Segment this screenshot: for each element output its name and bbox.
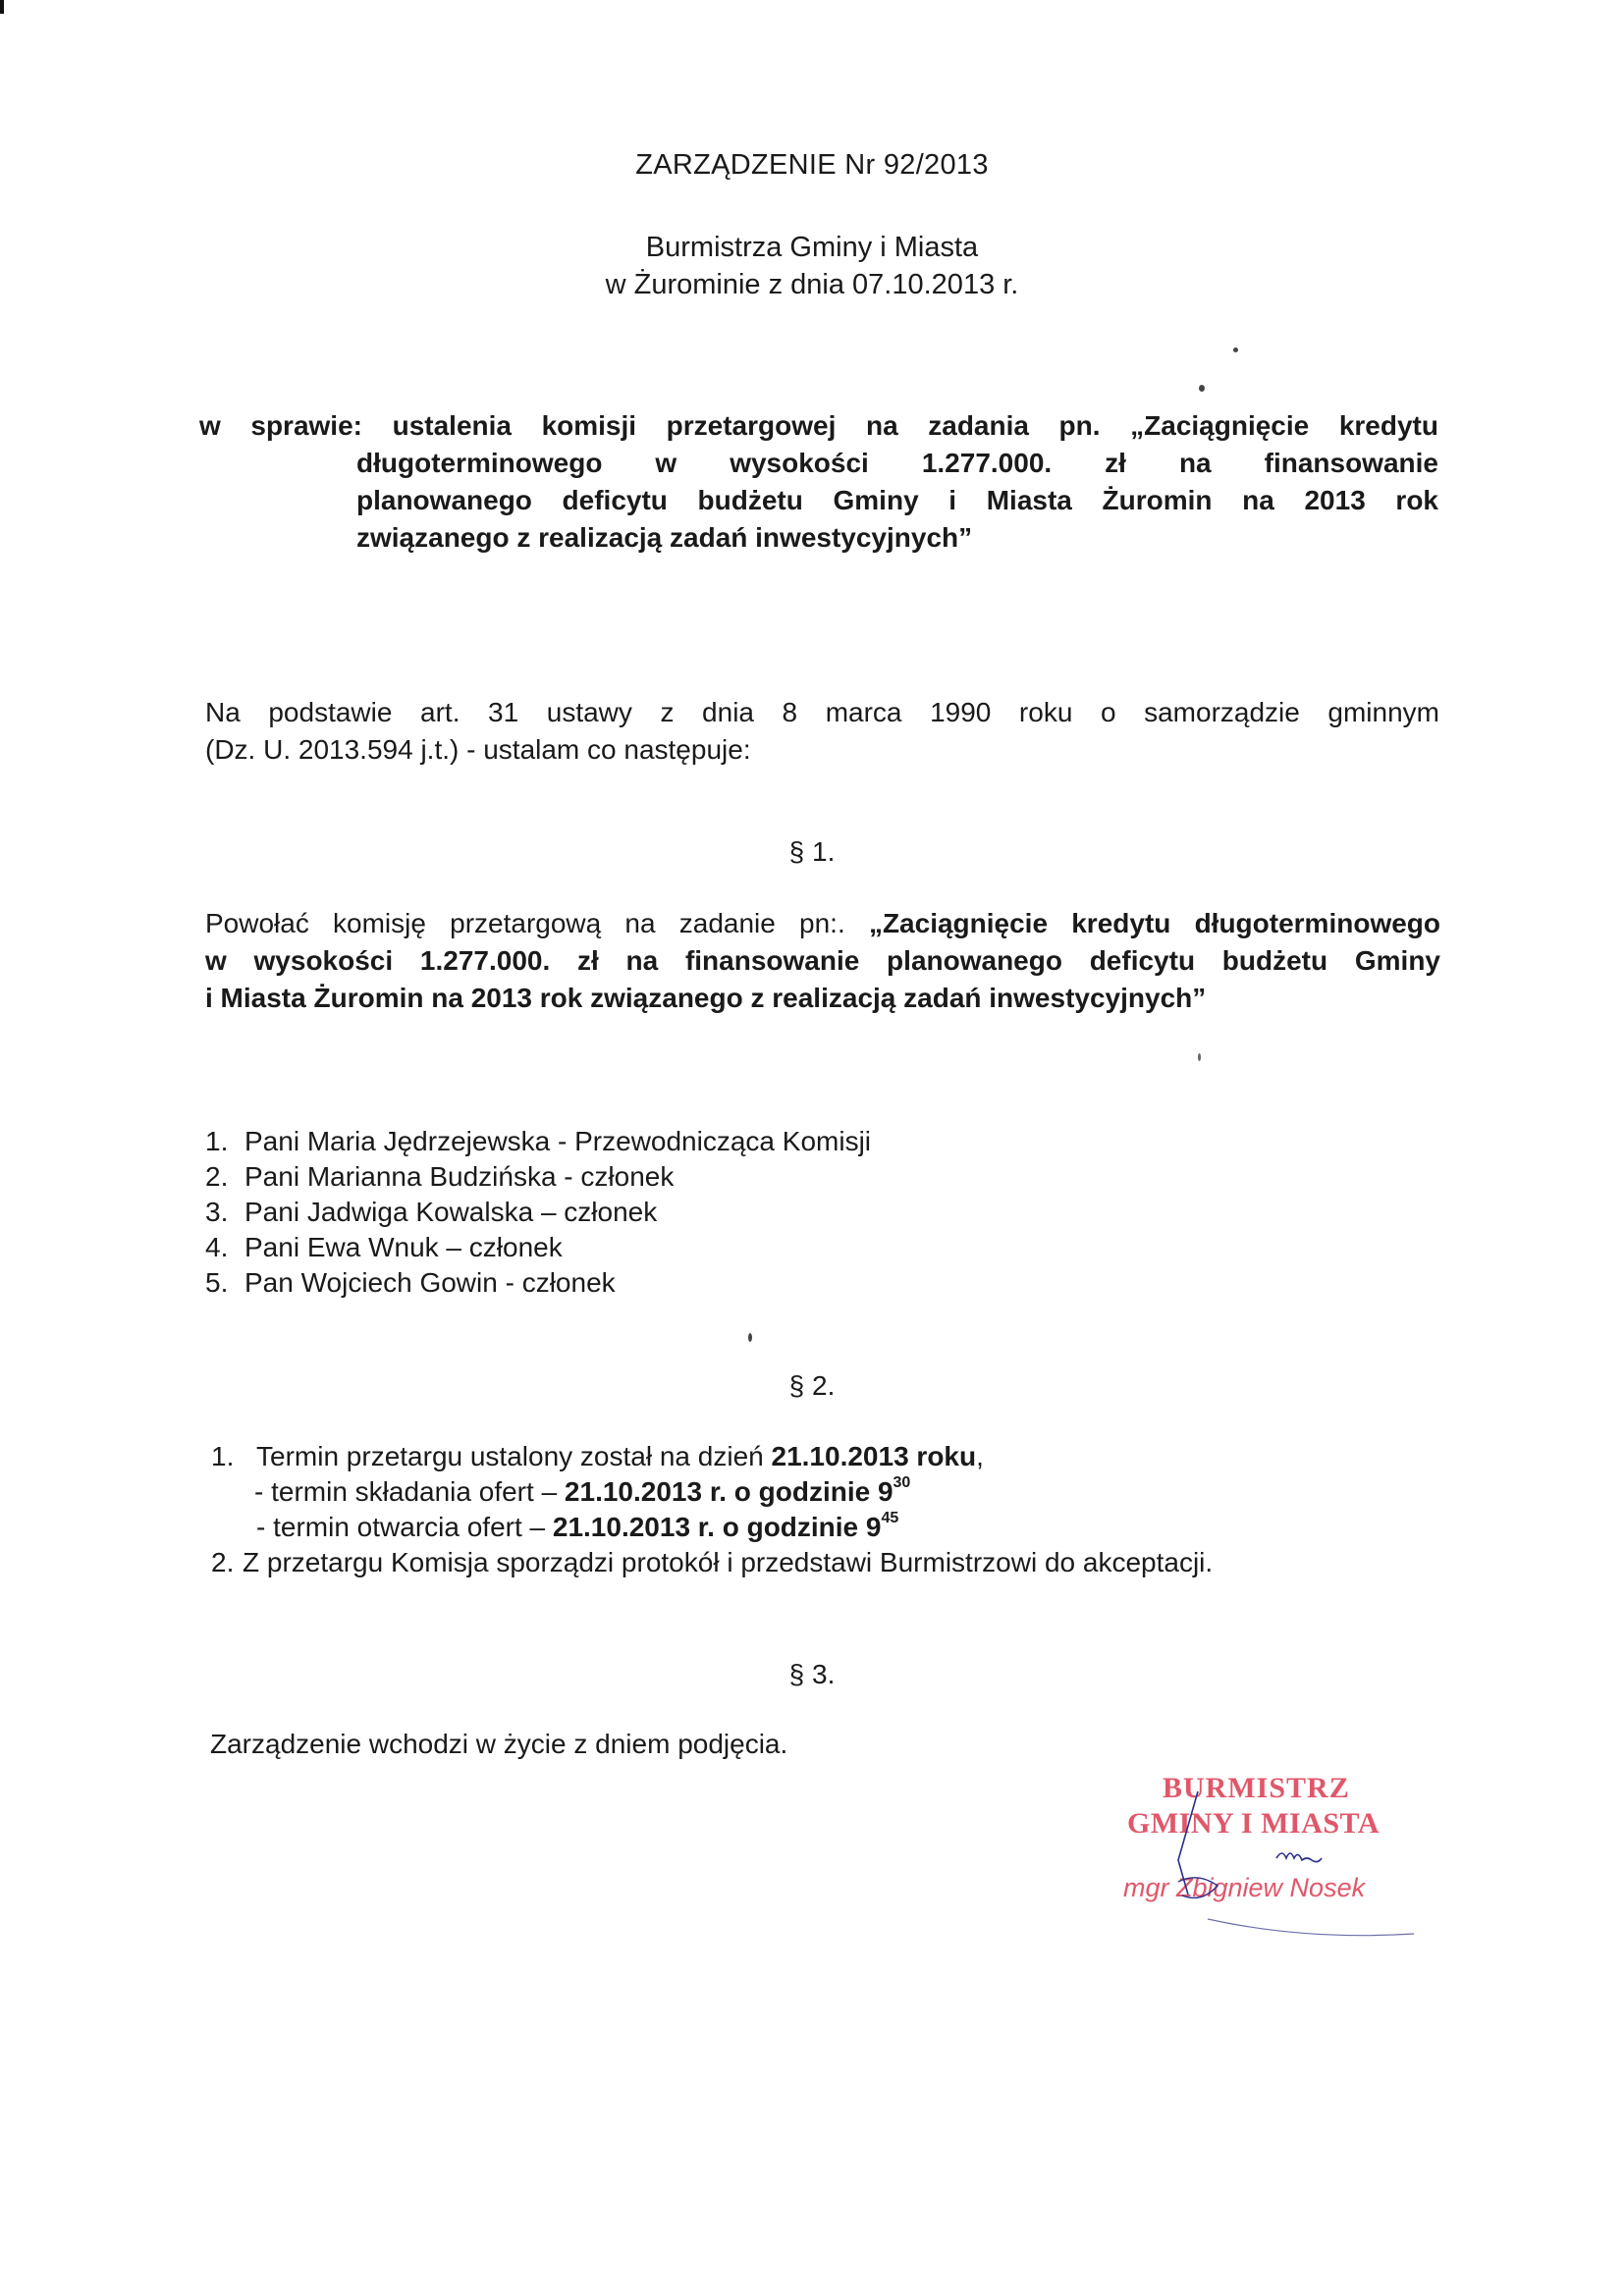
mayor-stamp [1119, 1772, 1414, 1949]
scan-speck [748, 1333, 752, 1342]
handwritten-signature [1119, 1772, 1414, 1949]
section-2-item-2 [211, 1545, 1438, 1580]
subject-block [199, 407, 1438, 557]
place-date-line: w Żurominie z dnia 07.10.2013 r. [605, 269, 1019, 300]
section-3-heading: § 3. [788, 1659, 836, 1689]
list-number: 3. [205, 1197, 229, 1227]
offer-opening-time: 21.10.2013 r. o godzinie 9 [552, 1512, 882, 1542]
scan-speck [1233, 347, 1238, 352]
section-1-paragraph [205, 905, 1440, 1017]
member-text: Pani Ewa Wnuk – członek [244, 1232, 563, 1262]
list-number: 2. [205, 1161, 229, 1192]
stamp-title: BURMISTRZ [1163, 1772, 1350, 1804]
offer-submission-label: - termin składania ofert – [254, 1476, 565, 1507]
task-name-part-1: „Zaciągnięcie kredytu długoterminowego [868, 908, 1441, 938]
task-name-part-3: i Miasta Żuromin na 2013 rok związanego z realizacją zadań inwestycyjnych” [205, 983, 1207, 1013]
list-number: 1. [211, 1441, 235, 1471]
section-2-item-1 [211, 1439, 1438, 1474]
stamp-name: mgr Zbigniew Nosek [1123, 1873, 1366, 1902]
list-number: 1. [205, 1126, 229, 1156]
tender-date: 21.10.2013 roku [771, 1441, 977, 1471]
offer-opening-label: - termin otwarcia ofert – [256, 1512, 553, 1542]
list-number: 5. [205, 1267, 229, 1298]
legal-basis [205, 694, 1439, 769]
subject-line-3: planowanego deficytu budżetu Gminy i Miasta Żuromin na 2013 rok [356, 485, 1438, 515]
offer-opening-minutes: 45 [881, 1510, 899, 1526]
document-subtitle [0, 229, 1624, 303]
legal-basis-line-2: (Dz. U. 2013.594 j.t.) - ustalam co następuje: [205, 734, 751, 765]
scan-speck [1198, 1053, 1201, 1061]
member-text: Pani Maria Jędrzejewska - Przewodnicząca Komisji [244, 1126, 872, 1156]
list-item [205, 1124, 871, 1159]
subject-line-2: długoterminowego w wysokości 1.277.000. zł na finansowanie [356, 448, 1438, 478]
list-item [205, 1195, 871, 1230]
protocol-text: Z przetargu Komisja sporządzi protokół i przedstawi Burmistrzowi do akceptacji. [243, 1547, 1214, 1577]
section-2-body [211, 1439, 1438, 1580]
offer-submission-line [211, 1474, 1438, 1510]
section-1-intro: Powołać komisję przetargową na zadanie pn:. [205, 908, 869, 938]
task-name-part-2: w wysokości 1.277.000. zł na finansowanie planowanego deficytu budżetu Gminy [205, 945, 1440, 976]
document-title: ZARZĄDZENIE Nr 92/2013 [635, 149, 989, 181]
section-1-line-2 [205, 942, 1440, 980]
list-number: 2. [211, 1547, 235, 1577]
scan-speck [1199, 385, 1205, 392]
issuer-line: Burmistrza Gminy i Miasta [645, 232, 979, 263]
offer-opening-line [211, 1510, 1438, 1545]
list-item [205, 1159, 871, 1195]
scan-edge-mark [0, 0, 4, 14]
subject-continuation [356, 445, 1438, 557]
entry-into-force-text: Zarządzenie wchodzi w życie z dniem podjęcia. [210, 1729, 788, 1759]
section-1-line-3 [205, 980, 1440, 1017]
section-1-line-1 [205, 905, 1440, 942]
stamp-office: GMINY I MIASTA [1127, 1807, 1380, 1840]
section-1-heading: § 1. [788, 836, 836, 867]
legal-basis-line-1: Na podstawie art. 31 ustawy z dnia 8 marca 1990 roku o samorządzie gminnym [205, 697, 1439, 727]
offer-submission-time: 21.10.2013 r. o godzinie 9 [564, 1476, 893, 1507]
tender-date-comma: , [976, 1441, 984, 1471]
subject-line-4: związanego z realizacją zadań inwestycyjnych” [356, 522, 973, 553]
subject-line-1: w sprawie: ustalenia komisji przetargowej na zadania pn. „Zaciągnięcie kredytu [199, 410, 1438, 441]
list-item [205, 1265, 871, 1301]
member-text: Pan Wojciech Gowin - członek [244, 1267, 616, 1298]
list-number: 4. [205, 1232, 229, 1262]
committee-members-list [205, 1124, 871, 1301]
tender-date-text: Termin przetargu ustalony został na dzień [256, 1441, 772, 1471]
list-item [205, 1230, 871, 1265]
offer-submission-minutes: 30 [893, 1474, 911, 1491]
section-2-heading: § 2. [788, 1370, 836, 1401]
member-text: Pani Marianna Budzińska - członek [244, 1161, 675, 1192]
member-text: Pani Jadwiga Kowalska – członek [244, 1197, 658, 1227]
